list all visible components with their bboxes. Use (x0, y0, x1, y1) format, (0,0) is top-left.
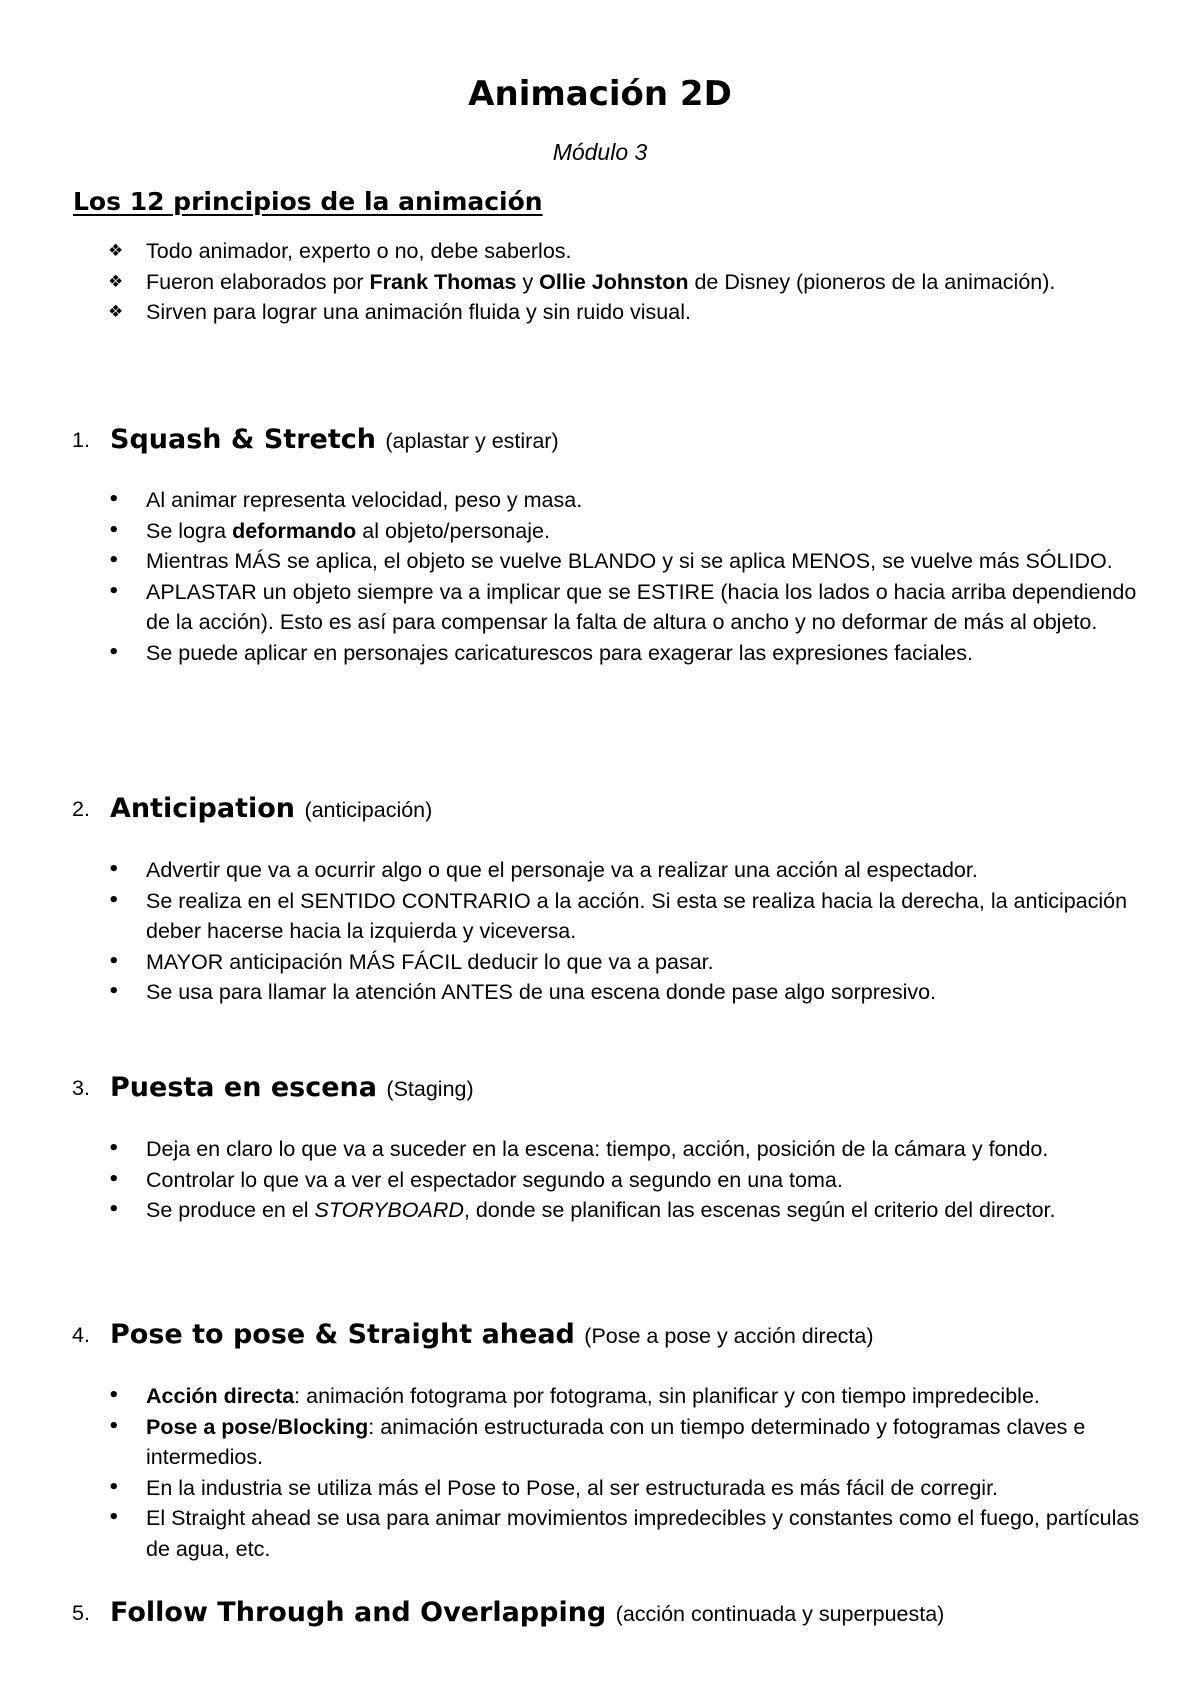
section-number: 4. (72, 1323, 90, 1347)
section-4-bullet-list (0, 1381, 1200, 1564)
list-item: • APLASTAR un objeto siempre va a implicar que se ESTIRE (hacia los lados o hacia arriba dependiendo de la acción). Esto es así para compensar la falta de altura o ancho y no deformar de más al objeto. (0, 577, 1200, 638)
section-1-bullet-list (0, 485, 1200, 668)
list-item: • Se usa para llamar la atención ANTES de una escena donde pase algo sorpresivo. (0, 977, 1200, 1008)
bullet-dot-icon: • (108, 1415, 120, 1437)
document-subtitle: Módulo 3 (552, 139, 648, 165)
section-title: Anticipation (anticipación) (110, 793, 433, 824)
section-subtitle: (Pose a pose y acción directa) (584, 1324, 874, 1348)
list-item: • Deja en claro lo que va a suceder en la escena: tiempo, acción, posición de la cámara y fondo. (0, 1134, 1200, 1165)
section-2-bullet-list (0, 855, 1200, 1008)
section-title: Pose to pose & Straight ahead (Pose a pose y acción directa) (110, 1319, 874, 1350)
bullet-dot-icon: • (108, 981, 120, 1002)
section-3-heading (0, 1065, 1200, 1105)
section-number: 5. (72, 1601, 90, 1625)
bullet-dot-icon: • (108, 550, 120, 571)
section-3-bullet-list (0, 1134, 1200, 1226)
section-number: 3. (72, 1076, 90, 1100)
section-subtitle: (Staging) (386, 1077, 474, 1101)
list-item: • Al animar representa velocidad, peso y masa. (0, 485, 1200, 516)
section-title: Follow Through and Overlapping (acción continuada y superpuesta) (110, 1597, 945, 1628)
section-number: 2. (72, 797, 90, 821)
bullet-dot-icon: • (108, 950, 120, 972)
section-subtitle: (acción continuada y superpuesta) (615, 1602, 945, 1626)
bullet-dot-icon: • (108, 641, 120, 663)
section-1-heading (0, 417, 1200, 457)
list-item: • Se puede aplicar en personajes caricaturescos para exagerar las expresiones faciales. (0, 638, 1200, 669)
list-item: • Se logra deformando al objeto/personaje. (0, 516, 1200, 547)
diamond-bullet-icon: ❖ (108, 241, 124, 261)
diamond-bullet-icon: ❖ (108, 302, 124, 322)
section-subtitle: (aplastar y estirar) (385, 429, 559, 453)
section-title: Puesta en escena (Staging) (110, 1072, 474, 1103)
section-heading: Los 12 principios de la animación (73, 187, 543, 216)
list-item: • Pose a pose/Blocking: animación estructurada con un tiempo determinado y fotogramas claves e intermedios. (0, 1412, 1200, 1473)
list-item: • Se produce en el STORYBOARD, donde se planifican las escenas según el criterio del director. (0, 1195, 1200, 1226)
bullet-dot-icon: • (108, 1138, 120, 1159)
bullet-dot-icon: • (108, 1507, 120, 1528)
list-item: • Controlar lo que va a ver el espectador segundo a segundo en una toma. (0, 1165, 1200, 1196)
list-item: ❖ Todo animador, experto o no, debe saberlos. (0, 236, 1200, 267)
list-item: • MAYOR anticipación MÁS FÁCIL deducir lo que va a pasar. (0, 947, 1200, 978)
bullet-dot-icon: • (108, 1385, 120, 1406)
list-item: • Acción directa: animación fotograma por fotograma, sin planificar y con tiempo impredecible. (0, 1381, 1200, 1412)
bullet-dot-icon: • (108, 519, 120, 541)
bullet-dot-icon: • (108, 580, 120, 602)
diamond-bullet-icon: ❖ (108, 271, 124, 292)
list-item: ❖ Sirven para lograr una animación fluida y sin ruido visual. (0, 297, 1200, 328)
section-4-heading (0, 1312, 1200, 1352)
list-item: ❖ Fueron elaborados por Frank Thomas y Ollie Johnston de Disney (pioneros de la animación). (0, 267, 1200, 298)
bullet-dot-icon: • (108, 1199, 120, 1220)
list-item: • En la industria se utiliza más el Pose to Pose, al ser estructurada es más fácil de corregir. (0, 1473, 1200, 1504)
document-title: Animación 2D (468, 74, 732, 114)
bullet-dot-icon: • (108, 889, 120, 911)
list-item: • Advertir que va a ocurrir algo o que el personaje va a realizar una acción al espectador. (0, 855, 1200, 886)
list-item: • Se realiza en el SENTIDO CONTRARIO a la acción. Si esta se realiza hacia la derecha, la anticipación deber hacerse hacia la izquierda y viceversa. (0, 886, 1200, 947)
intro-bullet-list (0, 236, 1200, 328)
section-subtitle: (anticipación) (304, 798, 433, 822)
section-5-heading (0, 1590, 1200, 1630)
list-item: • El Straight ahead se usa para animar movimientos impredecibles y constantes como el fuego, partículas de agua, etc. (0, 1503, 1200, 1564)
section-number: 1. (72, 428, 90, 452)
section-title: Squash & Stretch (aplastar y estirar) (110, 424, 559, 455)
bullet-dot-icon: • (108, 1168, 120, 1190)
list-item: • Mientras MÁS se aplica, el objeto se vuelve BLANDO y si se aplica MENOS, se vuelve más SÓLIDO. (0, 546, 1200, 577)
bullet-dot-icon: • (108, 1476, 120, 1498)
section-2-heading (0, 786, 1200, 826)
bullet-dot-icon: • (108, 859, 120, 880)
bullet-dot-icon: • (108, 489, 120, 510)
